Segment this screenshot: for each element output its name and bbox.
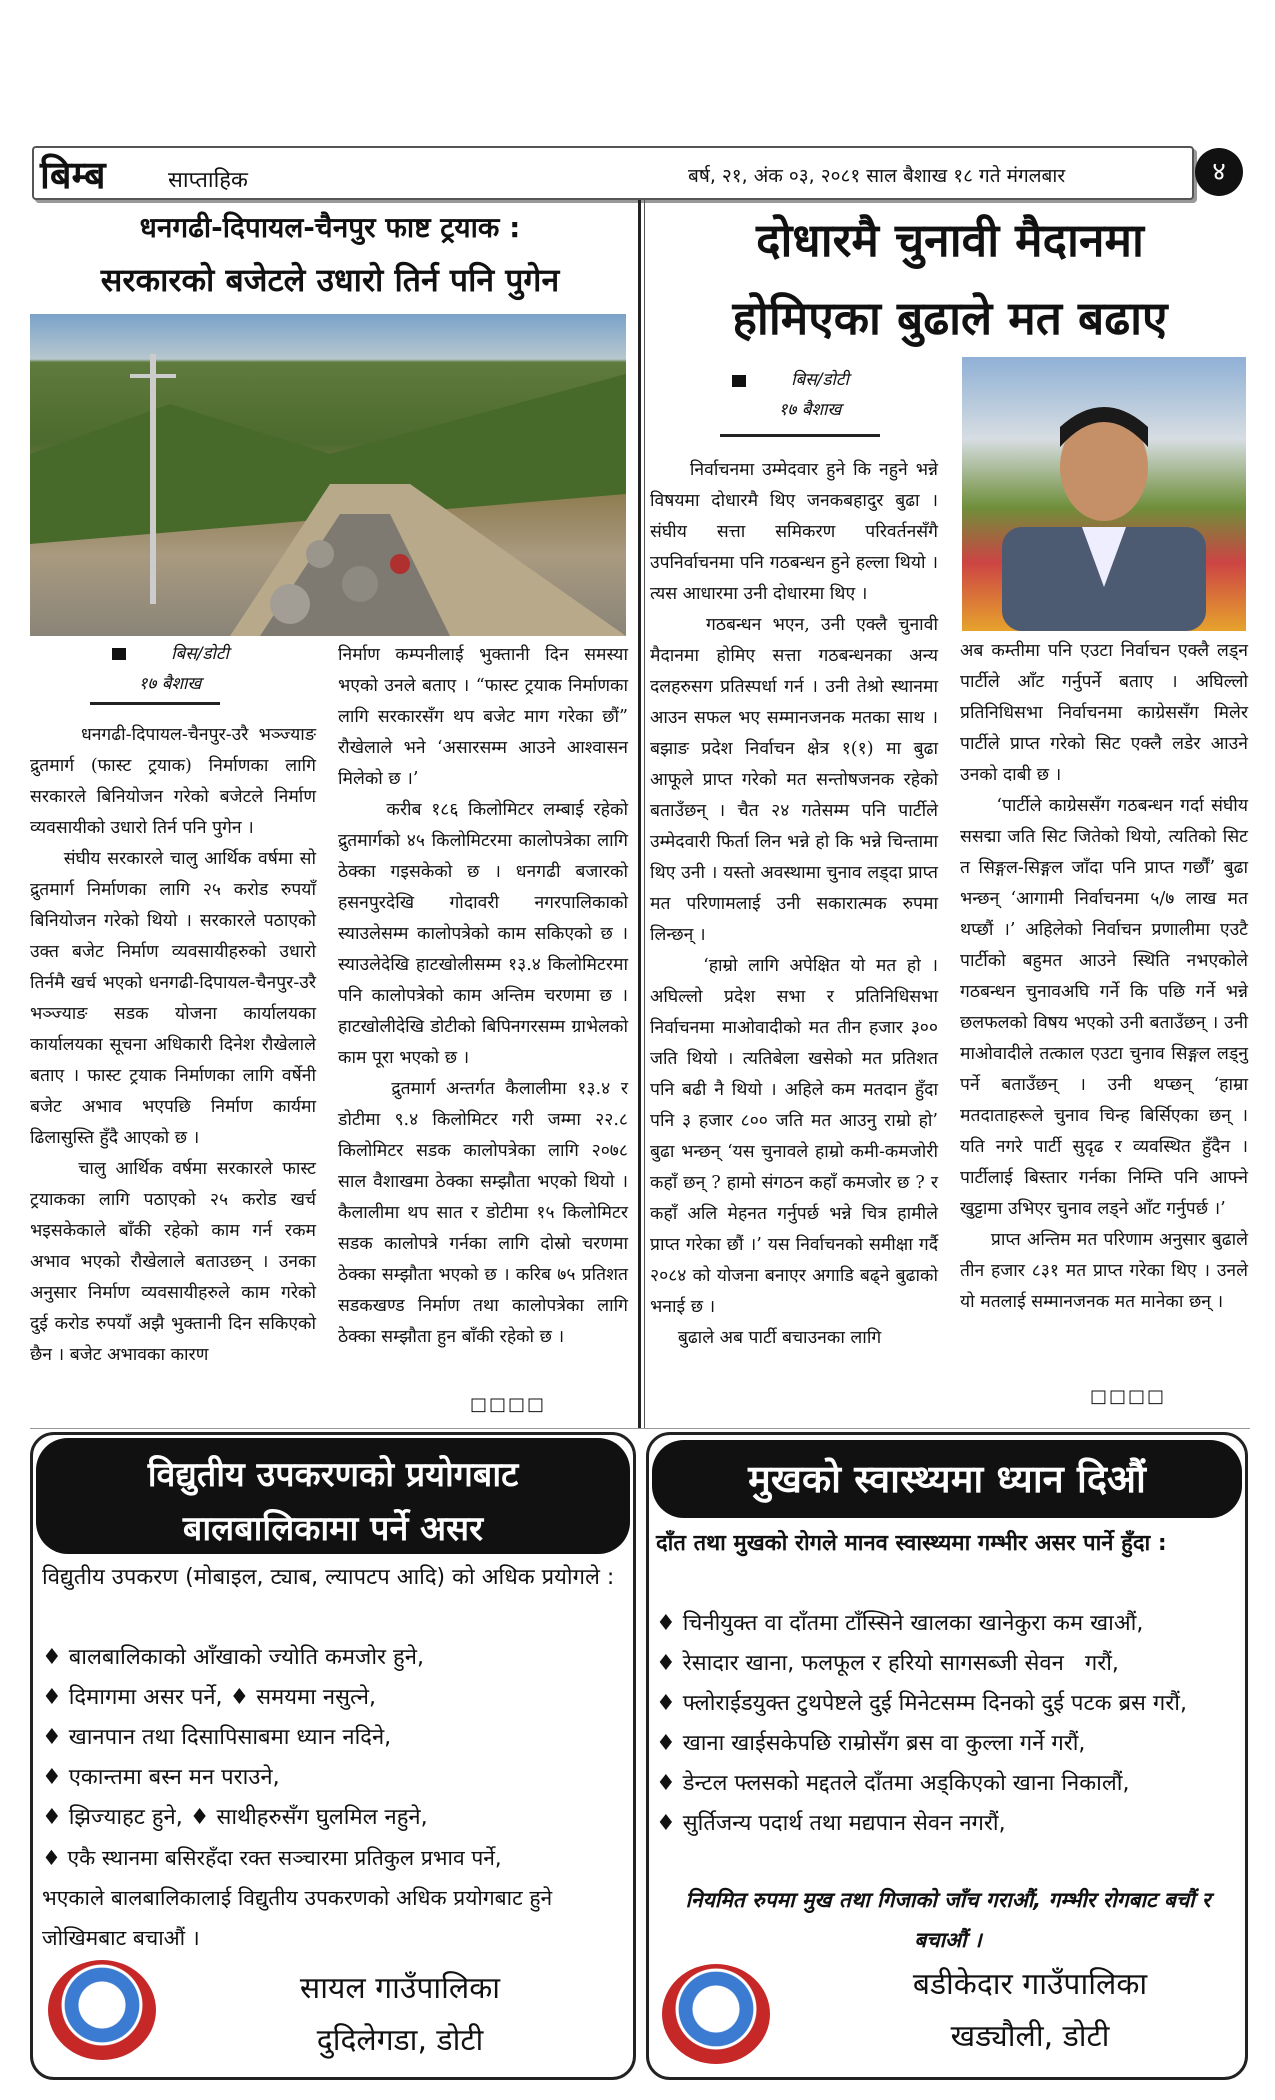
column-divider-thin xyxy=(644,200,645,1428)
left-notice-address: दुदिलेगडा, डोटी xyxy=(316,2023,484,2058)
right-end-mark: □□□□ xyxy=(1090,1386,1167,1407)
left-article-col1: धनगढी-दिपायल-चैनपुर-उरै भञ्ज्याङ द्रुतमार्ग (फास्ट ट्रयाक) निर्माणका लागि सरकारले बिनियोजन गरेको बजेटले निर्माण व्यवसायीको उधारो तिर्न पनि पुगेन । संघीय सरकारले चालु आर्थिक वर्षमा सो द्रुतमार्ग निर्माणका लागि २५ करोड रुपयाँ बिनियोजन गरेको थियो । सरकारले पठाएको उक्त बजेट निर्माण व्यवसायीहरुको उधारो तिर्नमै खर्च भएको धनगढी-दिपायल-चैनपुर-उरै भञ्ज्याङ सडक योजना कार्यालयका कार्यालयका सूचना अधिकारी दिनेश रौखेलाले बताए । फास्ट ट्रयाक निर्माणका लागि वर्षेनी बजेट अभाव भएपछि निर्माण कार्यमा ढिलासुस्ति हुँदै आएको छ । चालु आर्थिक वर्षमा सरकारले फास्ट ट्रयाकका लागि पठाएको २५ करोड खर्च भइसकेकाले बाँकी रहेको काम गर्न रकम अभाव भएको रौखेलाले बताउछन् । उनका अनुसार निर्माण व्यवसायीहरुले काम गरेको दुई करोड रुपयाँ अझै भुक्तानी दिन सकिएको छैन । बजेट अभावका कारण xyxy=(30,725,316,1365)
portrait-illustration xyxy=(962,357,1246,631)
candidate-portrait-photo xyxy=(962,357,1246,631)
issue-info: बर्ष, २१, अंक ०३, २०८१ साल बैशाख १८ गते मंगलबार xyxy=(688,165,1066,187)
left-notice-list xyxy=(42,1638,632,1958)
left-end-mark: □□□□ xyxy=(470,1394,547,1415)
left-headline-2: सरकारको बजेटले उधारो तिर्न पनि पुगेन xyxy=(100,261,560,299)
left-article-col2: निर्माण कम्पनीलाई भुक्तानी दिन समस्या भएको उनले बताए । “फास्ट ट्रयाक निर्माणका लागि सरकारसँग थप बजेट माग गरेका छौं” रौखेलाले भने ‘असारसम्म आउने आश्वासन मिलेको छ ।’ करीब १८६ किलोमिटर लम्बाई रहेको द्रुतमार्गको ४५ किलोमिटरमा कालोपत्रेका लागि ठेक्का गइसकेको छ । धनगढी बजारको हसनपुरदेखि गोदावरी नगरपालिकाको स्याउलेसम्म कालोपत्रेको काम सकिएको छ । स्याउलेदेखि हाटखोलीसम्म १३.४ किलोमिटरमा पनि कालोपत्रेको काम अन्तिम चरणमा छ । हाटखोलीदेखि डोटीको बिपिनगरसम्म ग्राभेलको काम पूरा भएको छ । द्रुतमार्ग अन्तर्गत कैलालीमा १३.४ र डोटीमा ९.४ किलोमिटर गरी जम्मा २२.८ किलोमिटर सडक कालोपत्रेका लागि २०७८ साल वैशाखमा ठेक्का सम्झौता भएको थियो । कैलालीमा थप सात र डोटीमा १५ किलोमिटर सडक कालोपत्रे गर्नका लागि दोस्रो चरणमा ठेक्का सम्झौता भएको छ । करिब ७५ प्रतिशत सडकखण्ड निर्माण तथा कालोपत्रेका लागि ठेक्का सम्झौता हुन बाँकी रहेको छ । xyxy=(338,645,628,1347)
municipality-emblem-icon xyxy=(662,1964,770,2064)
left-notice-title-line2: बालबालिकामा पर्ने असर xyxy=(182,1509,484,1549)
road-construction-photo xyxy=(30,314,626,636)
list-item: ♦ सुर्तिजन्य पदार्थ तथा मद्यपान सेवन नगरौं, xyxy=(656,1811,1006,1836)
left-byline-location: बिस/डोटी xyxy=(171,644,229,664)
right-byline-date: १७ बैशाख xyxy=(778,400,842,420)
right-article-col2: अब कम्तीमा पनि एउटा निर्वाचन एक्लै लड्न पार्टीले आँट गर्नुपर्ने बताए । अघिल्लो प्रतिनिधिसभा निर्वाचनमा काग्रेससँग मिलेर पार्टीले प्राप्त गरेको सिट एक्लै लडेर आउने उनको दाबी छ । ‘पार्टीले काग्रेससँग गठबन्धन गर्दा संघीय ससद्मा जति सिट जितेको थियो, त्यतिको सिट त सिङ्गल-सिङ्गल जाँदा पनि प्राप्त गर्छौं’ बुढा भन्छन् ‘आगामी निर्वाचनमा ५/७ लाख मत थप्छौं ।’ अहिलेको निर्वाचन प्रणालीमा एउटै पार्टीको बहुमत आउने स्थिति नभएकोले गठबन्धन चुनावअघि गर्ने कि पछि गर्ने भन्ने छलफलको विषय भएको उनी बताउँछन् । उनी माओवादीले तत्काल एउटा चुनाव सिङ्गल लड्नु पर्ने बताउँछन् । उनी थप्छन् ‘हाम्रा मतदाताहरूले चुनाव चिन्ह बिर्सिएका छन् । यति नगरे पार्टी सुदृढ र व्यवस्थित हुँदैन । पार्टीलाई बिस्तार गर्नका निम्ति पनि आफ्ने खुट्टामा उभिएर चुनाव लड्ने आँट गर्नुपर्छ ।’ प्राप्त अन्तिम मत परिणाम अनुसार बुढाले तीन हजार ८३१ मत प्राप्त गरेका थिए । उनले यो मतलाई सम्मानजनक मत मानेका छन् । xyxy=(960,641,1248,1312)
newspaper-logo: बिम्ब xyxy=(40,153,106,197)
list-item: ♦ खानपान तथा दिसापिसाबमा ध्यान नदिने, xyxy=(42,1725,392,1750)
byline-square-icon xyxy=(112,648,126,660)
list-item: ♦ चिनीयुक्त वा दाँतमा टाँस्सिने खालका खानेकुरा कम खाऔं, xyxy=(656,1611,1144,1636)
left-byline-date: १७ बैशाख xyxy=(138,674,202,694)
right-article-col1: निर्वाचनमा उम्मेदवार हुने कि नहुने भन्ने विषयमा दोधारमै थिए जनकबहादुर बुढा । संघीय सत्ता समिकरण परिवर्तनसँगै उपनिर्वाचनमा पनि गठबन्धन हुने हल्ला थियो । त्यस आधारमा उनी दोधारमा थिए । गठबन्धन भएन, उनी एक्लै चुनावी मैदानमा होमिए सत्ता गठबन्धनका अन्य दलहरुसग प्रतिस्पर्धा गर्न । उनी तेश्रो स्थानमा आउन सफल भए सम्मानजनक मतका साथ । बझाङ प्रदेश निर्वाचन क्षेत्र १(१) मा बुढा आफूले प्राप्त गरेको मत सन्तोषजनक रहेको बताउँछन् । चैत २४ गतेसम्म पनि पार्टीले उम्मेदवारी फिर्ता लिन भन्ने हो कि भन्ने चिन्तामा थिए उनी । यस्तो अवस्थामा चुनाव लड्दा प्राप्त मत परिणामलाई उनी सकारात्मक रुपमा लिन्छन् । ‘हाम्रो लागि अपेक्षित यो मत हो । अघिल्लो प्रदेश सभा र प्रतिनिधिसभा निर्वाचनमा माओवादीको मत तीन हजार ३०० जति थियो । त्यतिबेला खसेको मत प्रतिशत पनि बढी नै थियो । अहिले कम मतदान हुँदा पनि ३ हजार ८०० जति मत आउनु राम्रो हो’ बुढा भन्छन् ‘यस चुनावले हाम्रो कमी-कमजोरी कहाँ छन् ? हामो संगठन कहाँ कमजोर छ ? र कहाँ अलि मेहनत गर्नुपर्छ भन्ने चित्र हामीले प्राप्त गरेका छौं ।’ यस निर्वाचनको समीक्षा गर्दै २०८४ को योजना बनाएर अगाडि बढ्ने बुढाको भनाई छ । बुढाले अब पार्टी बचाउनका लागि xyxy=(650,460,938,1348)
list-item: ♦ खाना खाईसकेपछि राम्रोसँग ब्रस वा कुल्ला गर्ने गरौं, xyxy=(656,1731,1086,1756)
right-notice-list xyxy=(656,1604,1246,1844)
list-item: ♦ डेन्टल फ्लसको मद्दतले दाँतमा अड्किएको खाना निकालौं, xyxy=(656,1771,1130,1796)
list-item: ♦ फ्लोराईडयुक्त टुथपेष्टले दुई मिनेटसम्म दिनको दुई पटक ब्रस गरौं, xyxy=(656,1691,1187,1716)
photo-illustration xyxy=(30,314,626,636)
left-notice-title xyxy=(36,1438,630,1554)
newspaper-frequency: साप्ताहिक xyxy=(168,168,248,193)
left-notice-title-line1: विद्युतीय उपकरणको प्रयोगबाट xyxy=(147,1455,519,1495)
column-divider xyxy=(638,200,641,1428)
page-number: ४ xyxy=(1195,148,1243,196)
left-headline-1: धनगढी-दिपायल-चैनपुर फाष्ट ट्रयाक : xyxy=(139,211,521,244)
list-item: ♦ झिज्याहट हुने, ♦ साथीहरुसँग घुलमिल नहुने, xyxy=(42,1805,428,1830)
byline-rule xyxy=(90,702,220,705)
left-notice-signatory: सायल गाउँपालिका xyxy=(299,1971,501,2006)
list-item: ♦ बालबालिकाको आँखाको ज्योति कमजोर हुने, xyxy=(42,1645,424,1670)
byline-rule xyxy=(720,434,880,437)
list-item: ♦ एकै स्थानमा बसिरहँदा रक्त सञ्चारमा प्रतिकुल प्रभाव पर्ने, xyxy=(42,1846,502,1870)
right-notice-signatory: बडीकेदार गाउँपालिका xyxy=(912,1967,1148,2002)
right-byline-location: बिस/डोटी xyxy=(791,370,849,390)
list-item: ♦ दिमागमा असर पर्ने, ♦ समयमा नसुत्ने, xyxy=(42,1685,376,1710)
list-item: ♦ एकान्तमा बस्न मन पराउने, xyxy=(42,1765,280,1790)
right-headline-1: दोधारमै चुनावी मैदानमा xyxy=(756,213,1144,267)
section-divider xyxy=(30,1428,1250,1429)
left-notice-intro: विद्युतीय उपकरण (मोबाइल, ट्याब, ल्यापटप आदि) को अधिक प्रयोगले : xyxy=(42,1565,615,1590)
right-notice-intro: दाँत तथा मुखको रोगले मानव स्वास्थ्यमा गम्भीर असर पार्ने हुँदा : xyxy=(656,1531,1167,1556)
right-notice-title: मुखको स्वास्थ्यमा ध्यान दिऔं xyxy=(652,1440,1242,1518)
municipality-emblem-icon xyxy=(48,1960,156,2060)
byline-square-icon xyxy=(732,375,746,387)
list-item: ♦ रेसादार खाना, फलफूल र हरियो सागसब्जी सेवन गरौं, xyxy=(656,1651,1119,1676)
left-notice-closing: भएकाले बालबालिकालाई विद्युतीय उपकरणको अधिक प्रयोगबाट हुने जोखिमबाट बचाऔं । xyxy=(42,1886,559,1950)
right-notice-address: खड्यौली, डोटी xyxy=(950,2019,1110,2054)
right-headline-2: होमिएका बुढाले मत बढाए xyxy=(732,291,1168,345)
right-notice-closing: नियमित रुपमा मुख तथा गिजाको जाँच गराऔं, गम्भीर रोगबाट बचौं र बचाऔं । xyxy=(685,1888,1218,1952)
